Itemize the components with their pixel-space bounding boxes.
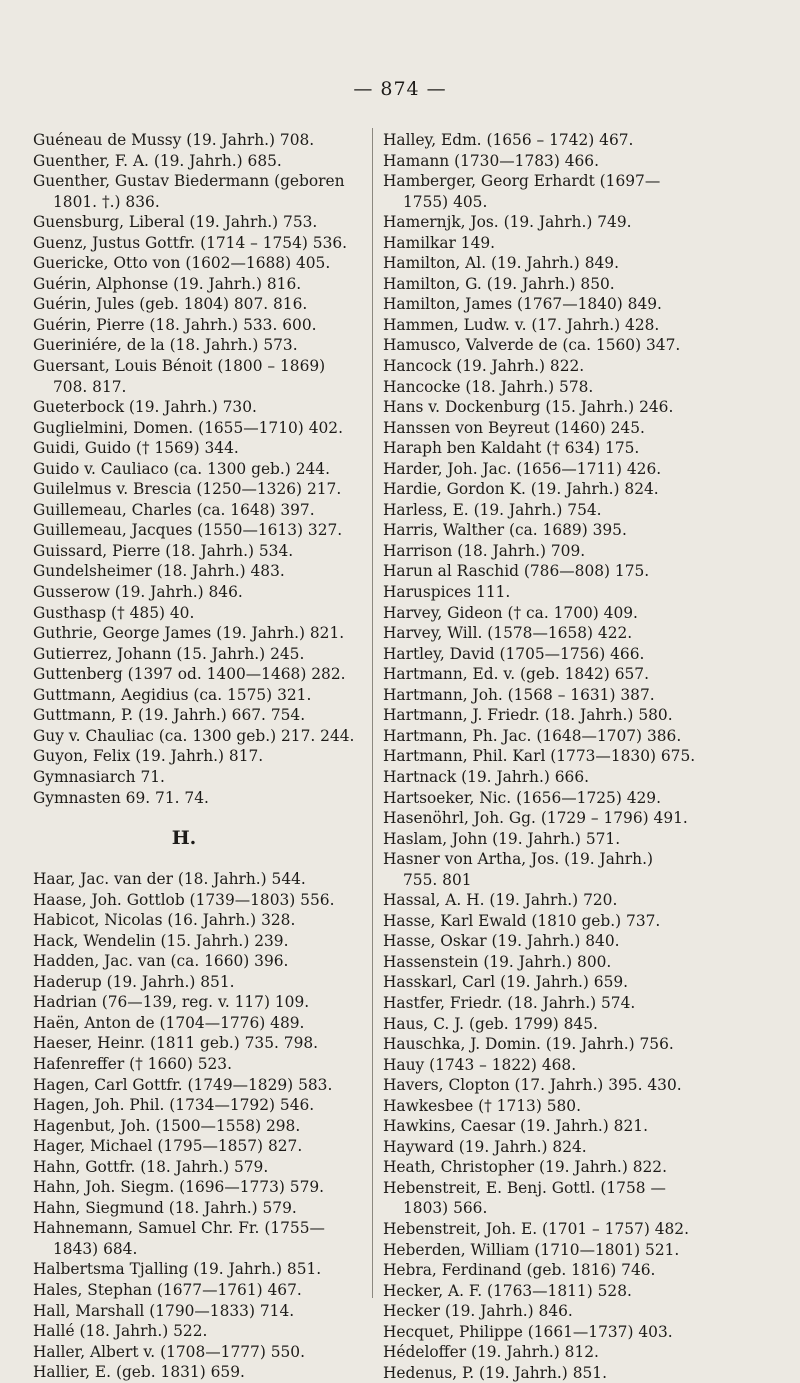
index-entry: Haeser, Heinr. (1811 geb.) 735. 798. bbox=[33, 1034, 319, 1053]
index-entry: Hall, Marshall (1790—1833) 714. bbox=[33, 1301, 295, 1320]
index-entry: Haar, Jac. van der (18. Jahrh.) 544. bbox=[33, 870, 306, 889]
index-entry: Hahn, Siegmund (18. Jahrh.) 579. bbox=[33, 1198, 297, 1217]
index-entry: Hahnemann, Samuel Chr. Fr. (1755— bbox=[33, 1219, 325, 1238]
index-entry: Havers, Clopton (17. Jahrh.) 395. 430. bbox=[383, 1076, 682, 1095]
index-entry: Hartsoeker, Nic. (1656—1725) 429. bbox=[383, 788, 661, 807]
index-entry: Hamilkar 149. bbox=[383, 233, 496, 252]
index-entry: Hadden, Jac. van (ca. 1660) 396. bbox=[33, 952, 289, 971]
index-entry: Guissard, Pierre (18. Jahrh.) 534. bbox=[33, 541, 294, 560]
index-entry: Hayward (19. Jahrh.) 824. bbox=[383, 1137, 587, 1156]
index-entry: Hartmann, Ph. Jac. (1648—1707) 386. bbox=[383, 726, 682, 745]
index-entry: Haderup (19. Jahrh.) 851. bbox=[33, 972, 235, 991]
index-entry: Guidi, Guido († 1569) 344. bbox=[33, 439, 239, 458]
page-number: — 874 — bbox=[353, 78, 447, 100]
index-entry: Harun al Raschid (786—808) 175. bbox=[383, 562, 650, 581]
index-entry: Hagen, Carl Gottfr. (1749—1829) 583. bbox=[33, 1075, 333, 1094]
index-entry: Gymnasten 69. 71. 74. bbox=[33, 788, 209, 807]
index-entry: Gusthasp († 485) 40. bbox=[33, 603, 195, 622]
index-entry: 1803) 566. bbox=[403, 1199, 488, 1218]
index-entry: Hartmann, Joh. (1568 – 1631) 387. bbox=[383, 685, 655, 704]
index-entry: Guilelmus v. Brescia (1250—1326) 217. bbox=[33, 480, 342, 499]
index-entry: Heath, Christopher (19. Jahrh.) 822. bbox=[383, 1158, 667, 1177]
index-entry: Hamilton, G. (19. Jahrh.) 850. bbox=[383, 274, 615, 293]
index-entry: Hedenus, P. (19. Jahrh.) 851. bbox=[383, 1363, 607, 1382]
index-entry: Hardie, Gordon K. (19. Jahrh.) 824. bbox=[383, 480, 659, 499]
column-divider bbox=[372, 128, 373, 1298]
index-entry: Harder, Joh. Jac. (1656—1711) 426. bbox=[383, 459, 662, 478]
index-entry: Hassal, A. H. (19. Jahrh.) 720. bbox=[383, 891, 618, 910]
index-entry: Haase, Joh. Gottlob (1739—1803) 556. bbox=[33, 890, 335, 909]
index-entry: Guenz, Justus Gottfr. (1714 – 1754) 536. bbox=[33, 233, 348, 252]
index-entry: Hans v. Dockenburg (15. Jahrh.) 246. bbox=[383, 398, 674, 417]
index-entry: Hafenreffer († 1660) 523. bbox=[33, 1054, 232, 1073]
index-entry: Gueriniére, de la (18. Jahrh.) 573. bbox=[33, 336, 298, 355]
index-entry: Hebenstreit, E. Benj. Gottl. (1758 — bbox=[383, 1178, 666, 1197]
index-entry: Haus, C. J. (geb. 1799) 845. bbox=[383, 1014, 598, 1033]
index-entry: Hassenstein (19. Jahrh.) 800. bbox=[383, 952, 612, 971]
index-entry: 1801. †.) 836. bbox=[53, 192, 160, 211]
index-entry: Hartmann, Ed. v. (geb. 1842) 657. bbox=[383, 665, 649, 684]
index-entry: Hamann (1730—1783) 466. bbox=[383, 151, 599, 170]
index-entry: Guido v. Cauliaco (ca. 1300 geb.) 244. bbox=[33, 459, 330, 478]
index-entry: Hebenstreit, Joh. E. (1701 – 1757) 482. bbox=[383, 1219, 689, 1238]
index-entry: Haën, Anton de (1704—1776) 489. bbox=[33, 1013, 305, 1032]
index-entry: Guenther, F. A. (19. Jahrh.) 685. bbox=[33, 151, 282, 170]
index-entry: Halley, Edm. (1656 – 1742) 467. bbox=[383, 131, 634, 149]
index-entry: Hagen, Joh. Phil. (1734—1792) 546. bbox=[33, 1096, 315, 1115]
index-entry: Guillemeau, Jacques (1550—1613) 327. bbox=[33, 521, 343, 540]
index-entry: Hasenöhrl, Joh. Gg. (1729 – 1796) 491. bbox=[383, 809, 688, 828]
index-entry: Guttenberg (1397 od. 1400—1468) 282. bbox=[33, 665, 346, 684]
index-entry: Hecquet, Philippe (1661—1737) 403. bbox=[383, 1322, 673, 1341]
index-entry: Hartmann, J. Friedr. (18. Jahrh.) 580. bbox=[383, 706, 673, 725]
index-entry: Hartnack (19. Jahrh.) 666. bbox=[383, 767, 590, 786]
index-entry: Hahn, Gottfr. (18. Jahrh.) 579. bbox=[33, 1157, 269, 1176]
index-entry: Harvey, Gideon († ca. 1700) 409. bbox=[383, 603, 638, 622]
index-entry: Hahn, Joh. Siegm. (1696—1773) 579. bbox=[33, 1178, 325, 1197]
index-entry: Guérin, Alphonse (19. Jahrh.) 816. bbox=[33, 274, 302, 293]
index-entry: Guglielmini, Domen. (1655—1710) 402. bbox=[33, 418, 343, 437]
index-entry: Hauy (1743 – 1822) 468. bbox=[383, 1055, 577, 1074]
index-entry: Harris, Walther (ca. 1689) 395. bbox=[383, 521, 627, 540]
index-entry: Haraph ben Kaldaht († 634) 175. bbox=[383, 439, 640, 458]
index-entry: Hales, Stephan (1677—1761) 467. bbox=[33, 1280, 302, 1299]
index-entry: Hawkins, Caesar (19. Jahrh.) 821. bbox=[383, 1117, 648, 1136]
index-entry: Habicot, Nicolas (16. Jahrh.) 328. bbox=[33, 911, 296, 930]
index-entry: Guillemeau, Charles (ca. 1648) 397. bbox=[33, 500, 315, 519]
index-entry: Haruspices 111. bbox=[383, 583, 511, 602]
index-entry: Hamilton, James (1767—1840) 849. bbox=[383, 295, 662, 314]
index-entry: 1755) 405. bbox=[403, 192, 488, 211]
index-entry: Guttmann, Aegidius (ca. 1575) 321. bbox=[33, 685, 312, 704]
index-entry: Guericke, Otto von (1602—1688) 405. bbox=[33, 254, 331, 273]
index-entry: Hawkesbee († 1713) 580. bbox=[383, 1096, 581, 1115]
index-entry: Hecker, A. F. (1763—1811) 528. bbox=[383, 1281, 632, 1300]
index-entry: Hammen, Ludw. v. (17. Jahrh.) 428. bbox=[383, 315, 660, 334]
index-entry: Hartmann, Phil. Karl (1773—1830) 675. bbox=[383, 747, 696, 766]
index-entry: Guérin, Jules (geb. 1804) 807. 816. bbox=[33, 295, 308, 314]
index-entry: Halbertsma Tjalling (19. Jahrh.) 851. bbox=[33, 1260, 322, 1279]
index-entry: Guérin, Pierre (18. Jahrh.) 533. 600. bbox=[33, 315, 317, 334]
index-entry: Gymnasiarch 71. bbox=[33, 767, 165, 786]
index-entry: Hamusco, Valverde de (ca. 1560) 347. bbox=[383, 336, 681, 355]
index-entry: Harless, E. (19. Jahrh.) 754. bbox=[383, 500, 602, 519]
index-entry: Guy v. Chauliac (ca. 1300 geb.) 217. 244. bbox=[33, 726, 355, 745]
index-entry: Harvey, Will. (1578—1658) 422. bbox=[383, 624, 633, 643]
index-entry: Gundelsheimer (18. Jahrh.) 483. bbox=[33, 562, 285, 581]
index-entry: Hagenbut, Joh. (1500—1558) 298. bbox=[33, 1116, 301, 1135]
index-entry: Hack, Wendelin (15. Jahrh.) 239. bbox=[33, 931, 289, 950]
index-entry: Gusserow (19. Jahrh.) 846. bbox=[33, 583, 243, 602]
index-entry: Hager, Michael (1795—1857) 827. bbox=[33, 1137, 303, 1156]
index-entry: Guensburg, Liberal (19. Jahrh.) 753. bbox=[33, 213, 318, 232]
index-entry: Hancocke (18. Jahrh.) 578. bbox=[383, 377, 594, 396]
index-entry: Guenther, Gustav Biedermann (geboren bbox=[33, 172, 345, 191]
index-entry: Hartley, David (1705—1756) 466. bbox=[383, 644, 645, 663]
right-column bbox=[383, 130, 745, 1383]
index-entry: Hasse, Karl Ewald (1810 geb.) 737. bbox=[383, 911, 661, 930]
left-entries-g bbox=[33, 130, 395, 808]
index-entry: Hasskarl, Carl (19. Jahrh.) 659. bbox=[383, 973, 629, 992]
index-entry: Hallier, E. (geb. 1831) 659. bbox=[33, 1363, 245, 1382]
index-entry: Hasner von Artha, Jos. (19. Jahrh.) bbox=[383, 850, 653, 869]
index-entry: Guersant, Louis Bénoit (1800 – 1869) bbox=[33, 357, 326, 376]
index-entry: Guéneau de Mussy (19. Jahrh.) 708. bbox=[33, 131, 315, 149]
index-entry: Hasse, Oskar (19. Jahrh.) 840. bbox=[383, 932, 620, 951]
index-entry: Heberden, William (1710—1801) 521. bbox=[383, 1240, 680, 1259]
index-entry: Hadrian (76—139, reg. v. 117) 109. bbox=[33, 993, 310, 1012]
index-entry: Hamilton, Al. (19. Jahrh.) 849. bbox=[383, 254, 619, 273]
index-entry: Hanssen von Beyreut (1460) 245. bbox=[383, 418, 645, 437]
index-entry: Haslam, John (19. Jahrh.) 571. bbox=[383, 829, 621, 848]
index-entry: Hebra, Ferdinand (geb. 1816) 746. bbox=[383, 1261, 656, 1280]
index-entry: 1843) 684. bbox=[53, 1239, 138, 1258]
index-entry: Harrison (18. Jahrh.) 709. bbox=[383, 541, 586, 560]
index-entry: Guyon, Felix (19. Jahrh.) 817. bbox=[33, 747, 264, 766]
index-entry: Hancock (19. Jahrh.) 822. bbox=[383, 357, 585, 376]
section-letter-h: H. bbox=[171, 827, 197, 850]
index-entry: Guttmann, P. (19. Jahrh.) 667. 754. bbox=[33, 706, 306, 725]
index-entry: Hauschka, J. Domin. (19. Jahrh.) 756. bbox=[383, 1035, 674, 1054]
left-column bbox=[33, 130, 395, 1383]
index-entry: Gutierrez, Johann (15. Jahrh.) 245. bbox=[33, 644, 305, 663]
index-entry: Haller, Albert v. (1708—1777) 550. bbox=[33, 1342, 305, 1361]
left-entries-h bbox=[33, 869, 395, 1383]
index-entry: Guthrie, George James (19. Jahrh.) 821. bbox=[33, 624, 345, 643]
index-entry: 708. 817. bbox=[53, 377, 127, 396]
index-entry: Hamberger, Georg Erhardt (1697— bbox=[383, 172, 661, 191]
index-entry: 755. 801 bbox=[403, 870, 472, 889]
index-entry: Hallé (18. Jahrh.) 522. bbox=[33, 1322, 208, 1341]
index-entry: Hastfer, Friedr. (18. Jahrh.) 574. bbox=[383, 993, 636, 1012]
index-entry: Hédeloffer (19. Jahrh.) 812. bbox=[383, 1343, 599, 1362]
index-entry: Gueterbock (19. Jahrh.) 730. bbox=[33, 398, 257, 417]
index-entry: Hecker (19. Jahrh.) 846. bbox=[383, 1302, 573, 1321]
index-entry: Hamernjk, Jos. (19. Jahrh.) 749. bbox=[383, 213, 632, 232]
